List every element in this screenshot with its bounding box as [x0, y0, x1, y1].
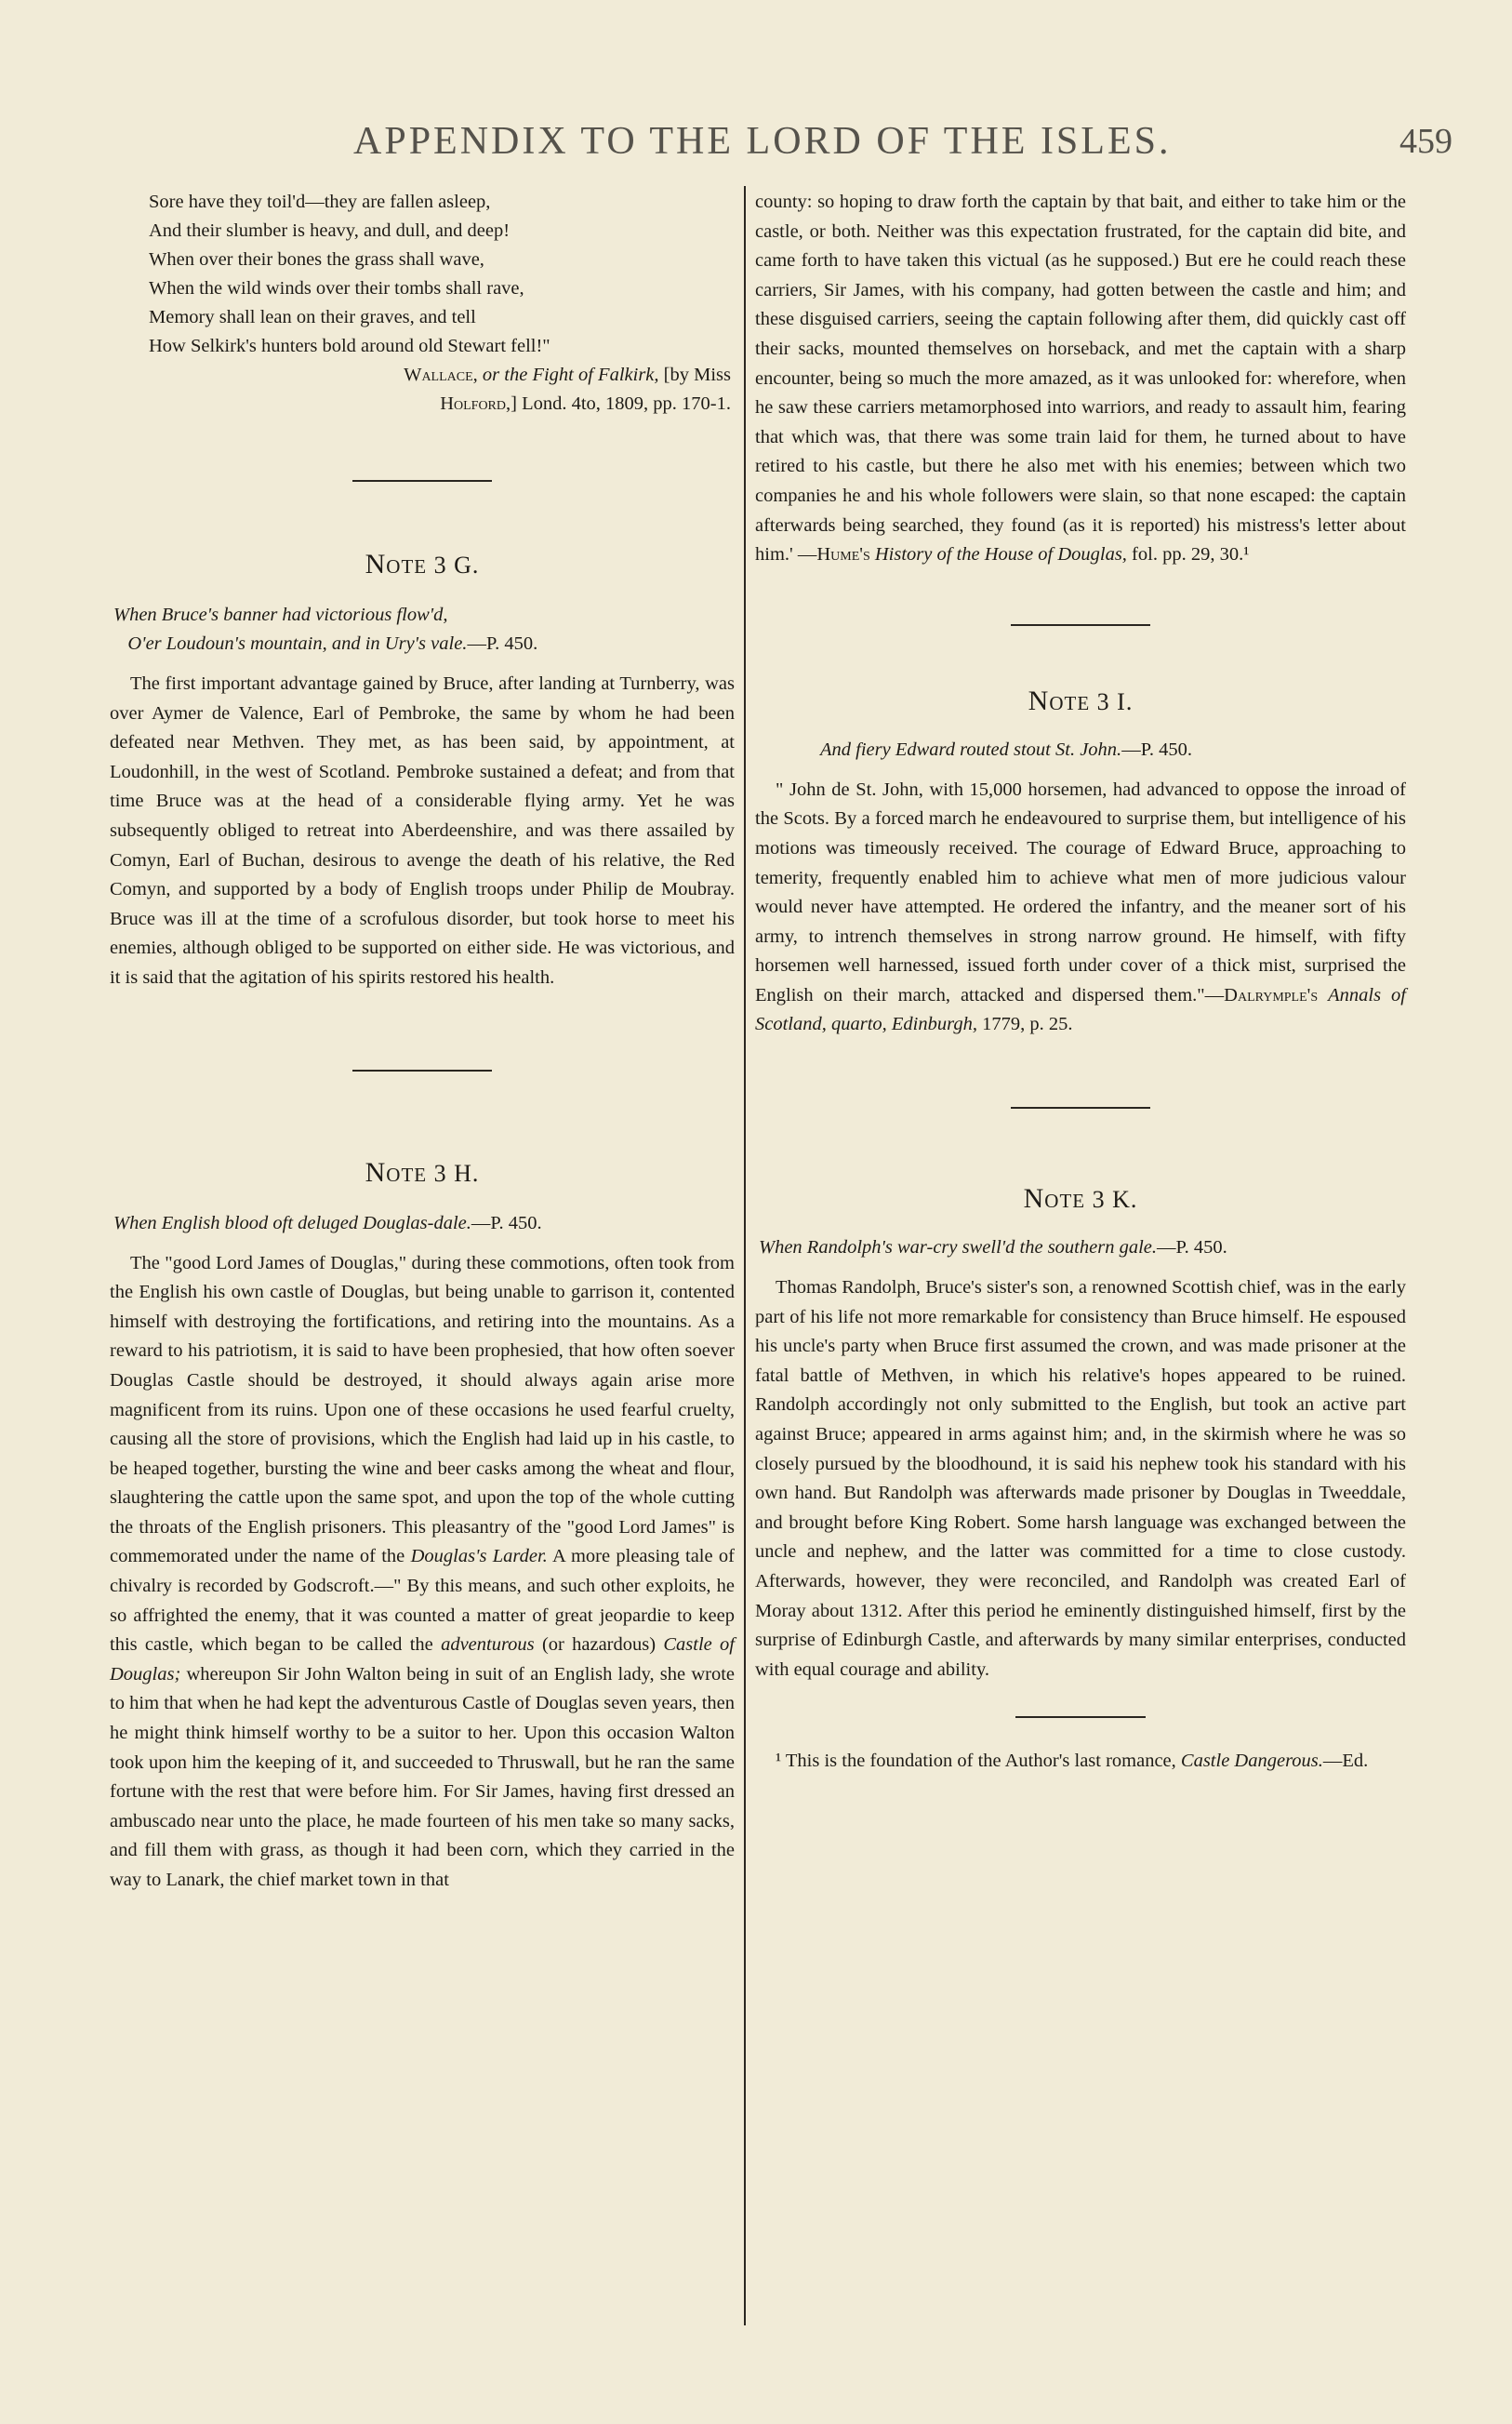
cite-holford: Holford, — [440, 393, 511, 414]
verse-line: How Selkirk's hunters bold around old Stewart fell!" — [149, 336, 550, 356]
verse-line: When over their bones the grass shall wave, — [149, 249, 484, 270]
verse-line: When the wild winds over their tombs shall rave, — [149, 278, 524, 299]
note-3k-title: Note 3 K. — [1023, 1183, 1138, 1215]
cite-work: or the Fight of Falkirk, — [482, 365, 659, 385]
cite-by: [by Miss — [663, 365, 731, 385]
note-3g-quote-2: O'er Loudoun's mountain, and in Ury's vale.—P. 450. — [127, 633, 538, 654]
running-title: APPENDIX TO THE LORD OF THE ISLES. — [353, 120, 1172, 163]
verse-block — [110, 188, 735, 419]
note-3g-body: The first important advantage gained by Bruce, after landing at Turnberry, was over Aymer de Valence, Earl of Pembroke, the same by whom he had been defeated near Methven. They met, as has been said, by appointment, at Loudonhill, in the west of Scotland. Pembroke sustained a defeat; and from that time Bruce was at the head of a considerable flying army. Yet he was subsequently obliged to retreat into Aberdeenshire, and was there assailed by Comyn, Earl of Buchan, desirous to avenge the death of his relative, the Red Comyn, and supported by a body of English troops under Philip de Moubray. Bruce was ill at the time of a scrofulous disorder, but took horse to meet his enemies, although obliged to be supported on either side. He was victorious, and it is said that the agitation of his spirits restored his health. — [110, 673, 735, 988]
verse-line: Sore have they toil'd—they are fallen asleep, — [149, 192, 491, 212]
note-3i-body: " John de St. John, with 15,000 horsemen, had advanced to oppose the inroad of the Scots. By a forced march he endeavoured to surprise them, but intelligence of his motions was timeously received. The courage of Edward Bruce, approaching to temerity, frequently enabled him to achieve what men of more judicious valour would never have attempted. He ordered the infantry, and the meaner sort of his army, to intrench themselves in strong narrow ground. He himself, with fifty horsemen well harnessed, issued forth under cover of a thick mist, surprised the English on their march, attacked and dispersed them."—Dalrymple's Annals of Scotland, quarto, Edinburgh, 1779, p. 25. — [755, 779, 1406, 1035]
cite-author: Wallace, — [404, 365, 478, 385]
note-3h-quote: When English blood oft deluged Douglas-dale.—P. 450. — [113, 1212, 542, 1233]
note-3k-quote: When Randolph's war-cry swell'd the southern gale.—P. 450. — [759, 1237, 1227, 1259]
verse-line: Memory shall lean on their graves, and tell — [149, 307, 476, 327]
right-column — [755, 188, 1406, 1776]
verse-line: And their slumber is heavy, and dull, and deep! — [149, 220, 511, 241]
verse-citation-2 — [110, 390, 735, 419]
note-3h-title: Note 3 H. — [365, 1156, 480, 1188]
note-3k-body: Thomas Randolph, Bruce's sister's son, a renowned Scottish chief, was in the early part of his life not more remarkable for consistency than Bruce himself. He espoused his uncle's party when Bruce first assumed the crown, and was made prisoner at the fatal battle of Methven, in which his relative's hopes appeared to be ruined. Randolph accordingly not only submitted to the English, but took an active part against Bruce; appeared in arms against him; and, in the skirmish where he was so closely pursued by the bloodhound, it is said his nephew took his standard with his own hand. But Randolph was afterwards made prisoner by Douglas in Tweeddale, and brought before King Robert. Some harsh language was exchanged between the uncle and nephew, and the latter was committed for a time to close custody. Afterwards, however, they were reconciled, and Randolph was created Earl of Moray about 1312. After this period he eminently distinguished himself, first by the surprise of Edinburgh Castle, and afterwards by many similar enterprises, conducted with equal courage and ability. — [755, 1277, 1406, 1680]
left-column — [110, 188, 735, 1896]
cite-imprint: ] Lond. 4to, 1809, pp. 170-1. — [511, 393, 731, 414]
note-3h-continuation: county: so hoping to draw forth the captain by that bait, and either to take him or the castle, or both. Neither was this expectation frustrated, for the captain did bite, and came forth to have taken this victual (as he supposed.) But ere he could reach these carriers, Sir James, with his company, had gotten between the castle and him; and these disguised carriers, seeing the captain following after them, did quickly cast off their sacks, mounted themselves on horseback, and met the captain with a sharp encounter, being so much the more amazed, as it was unlooked for: wherefore, when he saw these carriers metamorphosed into warriors, and ready to assault him, fearing that which was, that there was some train laid for them, he turned about to have retired to his castle, but there he also met with his enemies; between which two companies he and his whole followers were slain, so that none escaped: the captain afterwards being searched, they found (as it is reported) his mistress's letter about him.' —Hume's History of the House of Douglas, fol. pp. 29, 30.¹ — [755, 192, 1406, 566]
note-3i-quote: And fiery Edward routed stout St. John.—P. 450. — [820, 739, 1192, 760]
note-3i-title: Note 3 I. — [1028, 685, 1134, 716]
column-divider — [744, 186, 746, 2325]
footnote: ¹ This is the foundation of the Author's last romance, Castle Dangerous.—Ed. — [776, 1751, 1369, 1772]
note-3g-title: Note 3 G. — [365, 549, 480, 579]
page-number: 459 — [1399, 122, 1452, 161]
note-3h-body: The "good Lord James of Douglas," during these commotions, often took from the English his own castle of Douglas, but being unable to garrison it, contented himself with destroying the fortifications, and retiring into the mountains. As a reward to his patriotism, it is said to have been prophesied, that how often soever Douglas Castle should be destroyed, it should always again arise more magnificent from its ruins. Upon one of these occasions he used fearful cruelty, causing all the store of provisions, which the English had laid up in his castle, to be heaped together, bursting the wine and beer casks among the wheat and flour, slaughtering the cattle upon the same spot, and upon the top of the whole cutting the throats of the English prisoners. This pleasantry of the "good Lord James" is commemorated under the name of the Douglas's Larder. A more pleasing tale of chivalry is recorded by Godscroft.—" By this means, and such other exploits, he so affrighted the enemy, that it was counted a matter of great jeopardie to keep this castle, which began to be called the adventurous (or hazardous) Castle of Douglas; whereupon Sir John Walton being in suit of an English lady, she wrote to him that when he had kept the adventurous Castle of Douglas seven years, then he might think himself worthy to be a suitor to her. Upon this occasion Walton took upon him the keeping of it, and succeeded to Thruswall, but he ran the same fortune with the rest that were before him. For Sir James, having first dressed an ambuscado near unto the place, he made fourteen of his men take so many sacks, and fill them with grass, as though it had been corn, which they carried in the way to Lanark, the chief market town in that — [110, 1252, 735, 1890]
verse-citation — [110, 361, 735, 390]
running-header — [0, 119, 1512, 167]
note-3g-quote: When Bruce's banner had victorious flow'd, — [113, 605, 448, 625]
